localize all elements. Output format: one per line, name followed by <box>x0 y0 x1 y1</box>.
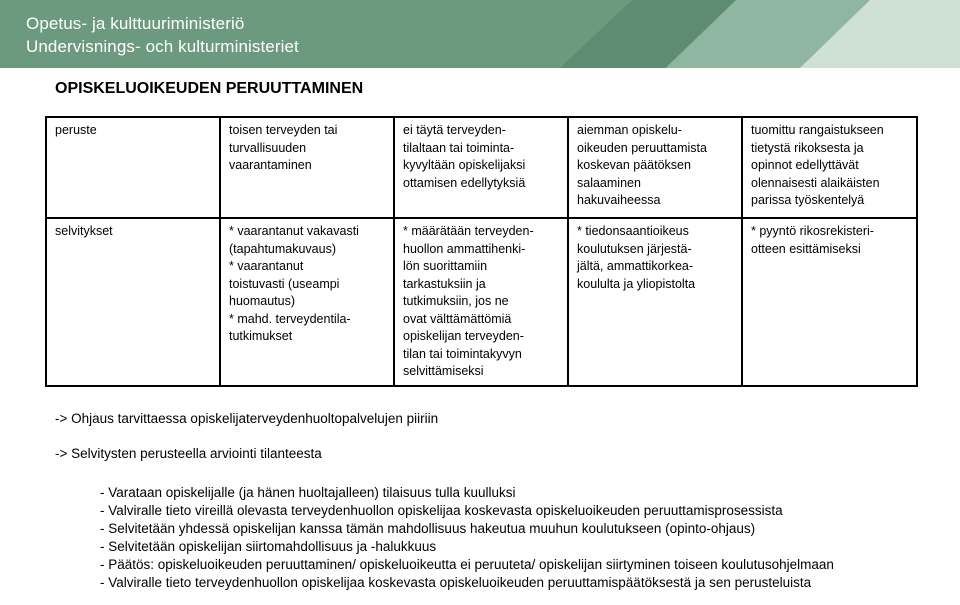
table-row-peruste <box>46 117 917 218</box>
ministry-name-swedish: Undervisnings- och kulturministeriet <box>26 37 299 56</box>
list-item: - Valviralle tieto terveydenhuollon opiskelijaa koskevasta opiskeluoikeuden peruuttamispäätöksestä ja sen perusteluista <box>100 575 812 590</box>
table-cell: peruste <box>46 117 220 218</box>
note-guidance: -> Ohjaus tarvittaessa opiskelijaterveydenhuoltopalvelujen piiriin <box>55 411 439 426</box>
list-item: - Varataan opiskelijalle (ja hänen huoltajalleen) tilaisuus tulla kuulluksi <box>100 485 516 500</box>
procedure-list <box>100 484 940 592</box>
table-cell: ei täytä terveyden- tilaltaan tai toiminta- kyvyltään opiskelijaksi ottamisen edellytyksiä <box>394 117 568 218</box>
revocation-table <box>45 116 918 387</box>
table-cell: toisen terveyden tai turvallisuuden vaarantaminen <box>220 117 394 218</box>
table-cell: * määrätään terveyden- huollon ammattihenki- lön suorittamiin tarkastuksiin ja tutkimuksiin, jos ne ovat välttämättömiä opiskelijan terveyden- tilan tai toimintakyvyn selvittämiseksi <box>394 218 568 386</box>
table-cell: tuomittu rangaistukseen tietystä rikoksesta ja opinnot edellyttävät olennaisesti alaikäisten parissa työskentelyä <box>742 117 917 218</box>
page-title: OPISKELUOIKEUDEN PERUUTTAMINEN <box>55 80 364 97</box>
table-cell: * vaarantanut vakavasti (tapahtumakuvaus) * vaarantanut toistuvasti (useampi huomautus) * mahd. terveydentila- tutkimukset <box>220 218 394 386</box>
note-assessment: -> Selvitysten perusteella arviointi tilanteesta <box>55 446 322 461</box>
list-item: - Selvitetään yhdessä opiskelijan kanssa tämän mahdollisuus hakeutua muuhun koulutukseen (opinto-ohjaus) <box>100 521 756 536</box>
table-cell: aiemman opiskelu- oikeuden peruuttamista koskevan päätöksen salaaminen hakuvaiheessa <box>568 117 742 218</box>
list-item: - Selvitetään opiskelijan siirtomahdollisuus ja -halukkuus <box>100 539 437 554</box>
list-item: - Päätös: opiskeluoikeuden peruuttaminen/ opiskeluoikeutta ei peruuteta/ opiskelijan siirtyminen toiseen koulutusohjelmaan <box>100 557 834 572</box>
table-cell: selvitykset <box>46 218 220 386</box>
table-row-selvitykset <box>46 218 917 386</box>
ministry-header <box>0 0 960 68</box>
list-item: - Valviralle tieto vireillä olevasta terveydenhuollon opiskelijaa koskevasta opiskeluoikeuden peruuttamisprosessista <box>100 503 783 518</box>
ministry-name-finnish: Opetus- ja kulttuuriministeriö <box>26 14 245 33</box>
table-cell: * tiedonsaantioikeus koulutuksen järjestä- jältä, ammattikorkea- koululta ja yliopistolta <box>568 218 742 386</box>
table-cell: * pyyntö rikosrekisteri- otteen esittämiseksi <box>742 218 917 386</box>
